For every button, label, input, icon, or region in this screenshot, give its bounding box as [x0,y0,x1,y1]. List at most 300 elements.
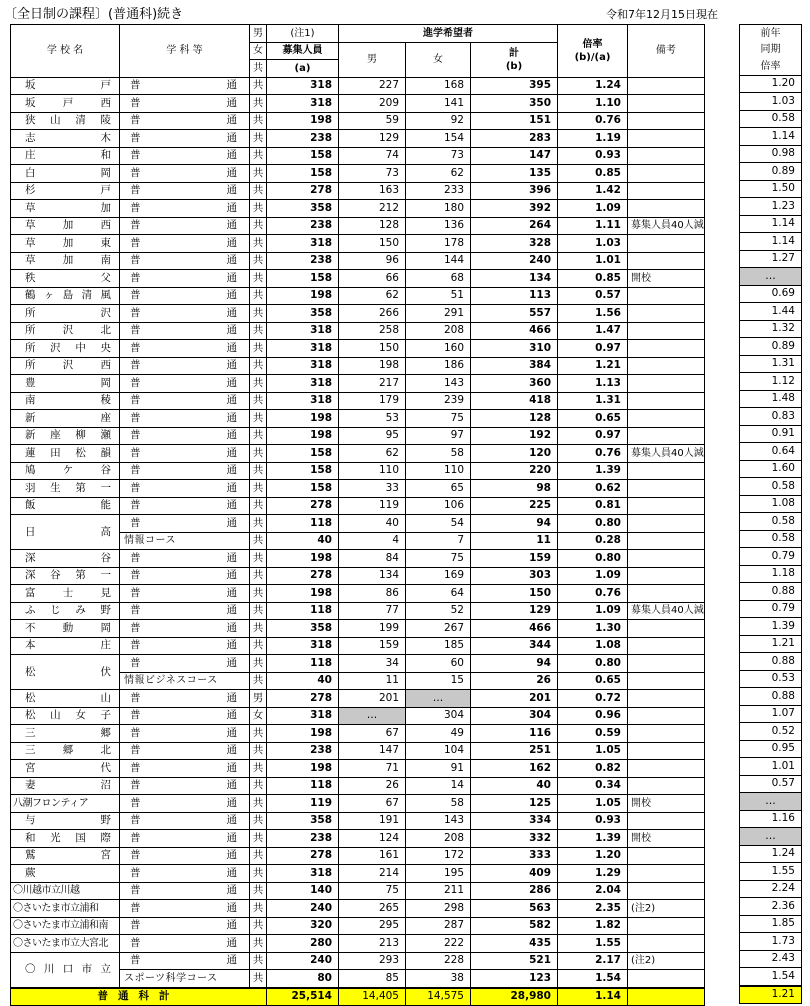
male-count: … [339,707,406,725]
note [628,690,705,708]
capacity: 140 [267,882,339,900]
note: 開校 [628,830,705,848]
header-capacity-note: (注1) [267,25,339,43]
ratio: 1.09 [558,200,628,218]
header-coed-2: 女 [250,42,267,60]
note [628,410,705,428]
school-name: ふじみ野 [11,602,120,620]
table-row [740,828,802,846]
ratio: 1.09 [558,567,628,585]
female-count: 291 [406,305,471,323]
female-count: 239 [406,392,471,410]
coed-type: 共 [250,865,267,883]
coed-type: 共 [250,375,267,393]
note [628,585,705,603]
note [628,480,705,498]
note [628,760,705,778]
note [628,95,705,113]
coed-type: 女 [250,707,267,725]
ratio: 1.47 [558,322,628,340]
coed-type: 共 [250,95,267,113]
ratio: 1.08 [558,637,628,655]
total-count: 384 [471,357,558,375]
female-count: 38 [406,970,471,988]
table-row [740,180,802,198]
note [628,392,705,410]
capacity: 318 [267,235,339,253]
prev-ratio: 0.89 [740,338,802,356]
coed-type: 共 [250,917,267,935]
capacity: 318 [267,375,339,393]
table-row [11,217,705,235]
prev-ratio: 0.88 [740,583,802,601]
table-row [740,618,802,636]
coed-type: 共 [250,182,267,200]
dept-name: 普通 [120,900,250,918]
table-row [11,812,705,830]
dept-name: 普通 [120,112,250,130]
total-count: 333 [471,847,558,865]
total-count: 521 [471,952,558,970]
table-row [740,355,802,373]
total-count: 328 [471,235,558,253]
header-capacity: 募集人員 [267,42,339,60]
female-count: 267 [406,620,471,638]
total-count: 40 [471,777,558,795]
prev-ratio: … [740,828,802,846]
female-count: 180 [406,200,471,218]
coed-type: 共 [250,357,267,375]
dept-name: 普通 [120,725,250,743]
female-count: 73 [406,147,471,165]
dept-name: 普通 [120,795,250,813]
capacity: 318 [267,340,339,358]
table-row [11,830,705,848]
male-count: 150 [339,235,406,253]
coed-type: 共 [250,900,267,918]
capacity: 238 [267,742,339,760]
prev-ratio: 1.48 [740,390,802,408]
female-count: 222 [406,935,471,953]
dept-name: 普通 [120,445,250,463]
coed-type: 共 [250,410,267,428]
coed-type: 共 [250,270,267,288]
total-capacity: 25,514 [267,988,339,1006]
total-count: 344 [471,637,558,655]
prev-ratio: 2.36 [740,898,802,916]
note [628,340,705,358]
total-count: 418 [471,392,558,410]
female-count: 144 [406,252,471,270]
male-count: 11 [339,672,406,690]
coed-type: 共 [250,252,267,270]
prev-ratio: 1.08 [740,495,802,513]
table-row [11,952,705,970]
prev-ratio: 0.57 [740,775,802,793]
table-row [11,270,705,288]
capacity: 198 [267,760,339,778]
table-row [740,233,802,251]
coed-type: 共 [250,970,267,988]
note [628,165,705,183]
total-count: 563 [471,900,558,918]
table-row [740,740,802,758]
capacity: 318 [267,865,339,883]
ratio: 1.55 [558,935,628,953]
prev-ratio: 0.64 [740,443,802,461]
female-count: 143 [406,375,471,393]
ratio: 1.42 [558,182,628,200]
total-count: 192 [471,427,558,445]
female-count: 106 [406,497,471,515]
prev-ratio: 1.01 [740,758,802,776]
male-count: 34 [339,655,406,673]
table-row [740,495,802,513]
prev-ratio: 0.91 [740,425,802,443]
female-count: 208 [406,830,471,848]
table-row [740,863,802,881]
prev-ratio: 1.07 [740,705,802,723]
total-count: 466 [471,322,558,340]
note [628,235,705,253]
capacity: 158 [267,445,339,463]
female-count: 64 [406,585,471,603]
female-count: 75 [406,410,471,428]
school-name: 坂戸 [11,77,120,95]
dept-name: 普通 [120,130,250,148]
male-count: 62 [339,445,406,463]
school-name: 松山女子 [11,707,120,725]
capacity: 158 [267,462,339,480]
dept-name: 普通 [120,655,250,673]
capacity: 118 [267,777,339,795]
dept-name: スポーツ科学コース [120,970,250,988]
ratio: 0.65 [558,410,628,428]
dept-name: 普通 [120,235,250,253]
prev-ratio: 1.12 [740,373,802,391]
female-count: 75 [406,550,471,568]
table-row [11,445,705,463]
note [628,847,705,865]
note [628,375,705,393]
table-row [11,760,705,778]
total-male: 14,405 [339,988,406,1006]
dept-name: 情報ビジネスコース [120,672,250,690]
school-name: 草加西 [11,217,120,235]
table-row [11,935,705,953]
male-count: 293 [339,952,406,970]
prev-ratio: 1.20 [740,75,802,93]
capacity: 318 [267,77,339,95]
dept-name: 普通 [120,410,250,428]
female-count: 52 [406,602,471,620]
school-name: 〇川口市立 [11,952,120,988]
table-row [740,390,802,408]
note: (注2) [628,952,705,970]
male-count: 53 [339,410,406,428]
school-name: 日高 [11,515,120,550]
note [628,970,705,988]
female-count: 60 [406,655,471,673]
table-row [740,898,802,916]
table-row [740,145,802,163]
dept-name: 普通 [120,427,250,445]
coed-type: 共 [250,462,267,480]
male-count: 26 [339,777,406,795]
dept-name: 普通 [120,95,250,113]
table-row [740,548,802,566]
female-count: 287 [406,917,471,935]
note [628,200,705,218]
school-name: 鳩ケ谷 [11,462,120,480]
header-male: 男 [339,42,406,77]
note [628,672,705,690]
prev-ratio: 1.21 [740,635,802,653]
prev-ratio: 0.79 [740,600,802,618]
note [628,497,705,515]
table-row [11,130,705,148]
coed-type: 共 [250,305,267,323]
total-count: 283 [471,130,558,148]
ratio: 1.29 [558,865,628,883]
school-name: 深谷 [11,550,120,568]
male-count: 119 [339,497,406,515]
male-count: 62 [339,287,406,305]
prev-ratio: 1.39 [740,618,802,636]
table-row [11,147,705,165]
capacity: 318 [267,707,339,725]
table-row [11,480,705,498]
total-count: 334 [471,812,558,830]
dept-name: 普通 [120,270,250,288]
female-count: 160 [406,340,471,358]
capacity: 118 [267,655,339,673]
total-count: 240 [471,252,558,270]
total-count: 466 [471,620,558,638]
header-prev-3: 倍率 [740,58,802,75]
ratio: 1.24 [558,77,628,95]
table-row [740,583,802,601]
coed-type: 共 [250,427,267,445]
capacity: 358 [267,305,339,323]
table-row [11,567,705,585]
note [628,77,705,95]
coed-type: 共 [250,585,267,603]
prev-ratio: … [740,793,802,811]
coed-type: 共 [250,550,267,568]
coed-type: 共 [250,77,267,95]
table-row [11,882,705,900]
male-count: 71 [339,760,406,778]
male-count: 179 [339,392,406,410]
ratio: 1.13 [558,375,628,393]
female-count: 233 [406,182,471,200]
note [628,252,705,270]
as-of-date: 令和7年12月15日現在 [606,8,718,21]
dept-name: 普通 [120,497,250,515]
school-name: 妻沼 [11,777,120,795]
female-count: 92 [406,112,471,130]
capacity: 238 [267,130,339,148]
male-count: 75 [339,882,406,900]
capacity: 238 [267,217,339,235]
capacity: 278 [267,497,339,515]
school-name: 飯能 [11,497,120,515]
ratio: 0.80 [558,515,628,533]
total-count: 409 [471,865,558,883]
female-count: 186 [406,357,471,375]
female-count: 58 [406,795,471,813]
note [628,112,705,130]
dept-name: 普通 [120,690,250,708]
male-count: 134 [339,567,406,585]
table-row [11,235,705,253]
prev-ratio: 1.85 [740,915,802,933]
female-count: 154 [406,130,471,148]
school-name: 羽生第一 [11,480,120,498]
coed-type: 共 [250,952,267,970]
dept-name: 普通 [120,567,250,585]
female-count: 141 [406,95,471,113]
male-count: 147 [339,742,406,760]
school-name: 富士見 [11,585,120,603]
dept-name: 普通 [120,480,250,498]
table-row [740,688,802,706]
coed-type: 共 [250,340,267,358]
male-count: 110 [339,462,406,480]
table-row [740,758,802,776]
ratio: 1.03 [558,235,628,253]
female-count: 97 [406,427,471,445]
note [628,322,705,340]
male-count: 161 [339,847,406,865]
capacity: 198 [267,585,339,603]
capacity: 198 [267,725,339,743]
table-row [740,250,802,268]
ratio: 0.72 [558,690,628,708]
table-row [11,777,705,795]
table-row [11,550,705,568]
table-row [740,338,802,356]
capacity: 318 [267,322,339,340]
ratio: 0.57 [558,287,628,305]
prev-ratio: 1.18 [740,565,802,583]
female-count: 208 [406,322,471,340]
coed-type: 共 [250,777,267,795]
total-row [740,986,802,1004]
ratio: 2.04 [558,882,628,900]
table-row [11,637,705,655]
header-capacity-a: (a) [267,60,339,78]
school-name: 杉戸 [11,182,120,200]
table-row [740,128,802,146]
female-count: 211 [406,882,471,900]
male-count: 265 [339,900,406,918]
female-count: 15 [406,672,471,690]
table-row [11,707,705,725]
coed-type: 共 [250,130,267,148]
coed-type: 共 [250,567,267,585]
dept-name: 普通 [120,865,250,883]
ratio: 0.80 [558,655,628,673]
table-row [740,880,802,898]
note [628,147,705,165]
dept-name: 普通 [120,392,250,410]
coed-type: 共 [250,830,267,848]
prev-ratio: 0.89 [740,163,802,181]
table-row [11,725,705,743]
table-row [11,462,705,480]
table-row [740,268,802,286]
table-row [11,427,705,445]
note [628,567,705,585]
prev-ratio: 0.98 [740,145,802,163]
table-row [11,900,705,918]
table-row [740,513,802,531]
dept-name: 普通 [120,917,250,935]
table-row [11,602,705,620]
ratio: 0.93 [558,147,628,165]
prev-ratio: 0.58 [740,530,802,548]
table-row [740,215,802,233]
female-count: 58 [406,445,471,463]
total-prev-ratio: 1.21 [740,986,802,1004]
male-count: 150 [339,340,406,358]
note [628,462,705,480]
female-count: 185 [406,637,471,655]
header-female: 女 [406,42,471,77]
note [628,357,705,375]
capacity: 240 [267,900,339,918]
table-row [740,425,802,443]
male-count: 198 [339,357,406,375]
male-count: 295 [339,917,406,935]
coed-type: 共 [250,480,267,498]
table-row [11,287,705,305]
school-name: 草加 [11,200,120,218]
dept-name: 普通 [120,515,250,533]
header-prev-1: 前年 [740,25,802,42]
female-count: 228 [406,952,471,970]
coed-type: 共 [250,112,267,130]
capacity: 320 [267,917,339,935]
prev-ratio: 1.32 [740,320,802,338]
dept-name: 普通 [120,252,250,270]
capacity: 278 [267,182,339,200]
table-row [740,968,802,986]
school-name: 草加南 [11,252,120,270]
dept-name: 普通 [120,182,250,200]
ratio: 0.59 [558,725,628,743]
note: 募集人員40人減 [628,445,705,463]
total-count: 557 [471,305,558,323]
dept-name: 普通 [120,760,250,778]
prev-ratio: 0.83 [740,408,802,426]
previous-year-table [739,24,802,1004]
total-count: 94 [471,515,558,533]
ratio: 2.17 [558,952,628,970]
dept-name: 普通 [120,812,250,830]
coed-type: 共 [250,620,267,638]
prev-ratio: 2.24 [740,880,802,898]
male-count: 209 [339,95,406,113]
ratio: 0.93 [558,812,628,830]
female-count: 195 [406,865,471,883]
capacity: 40 [267,532,339,550]
male-count: 159 [339,637,406,655]
school-name: 秩父 [11,270,120,288]
table-row [740,460,802,478]
